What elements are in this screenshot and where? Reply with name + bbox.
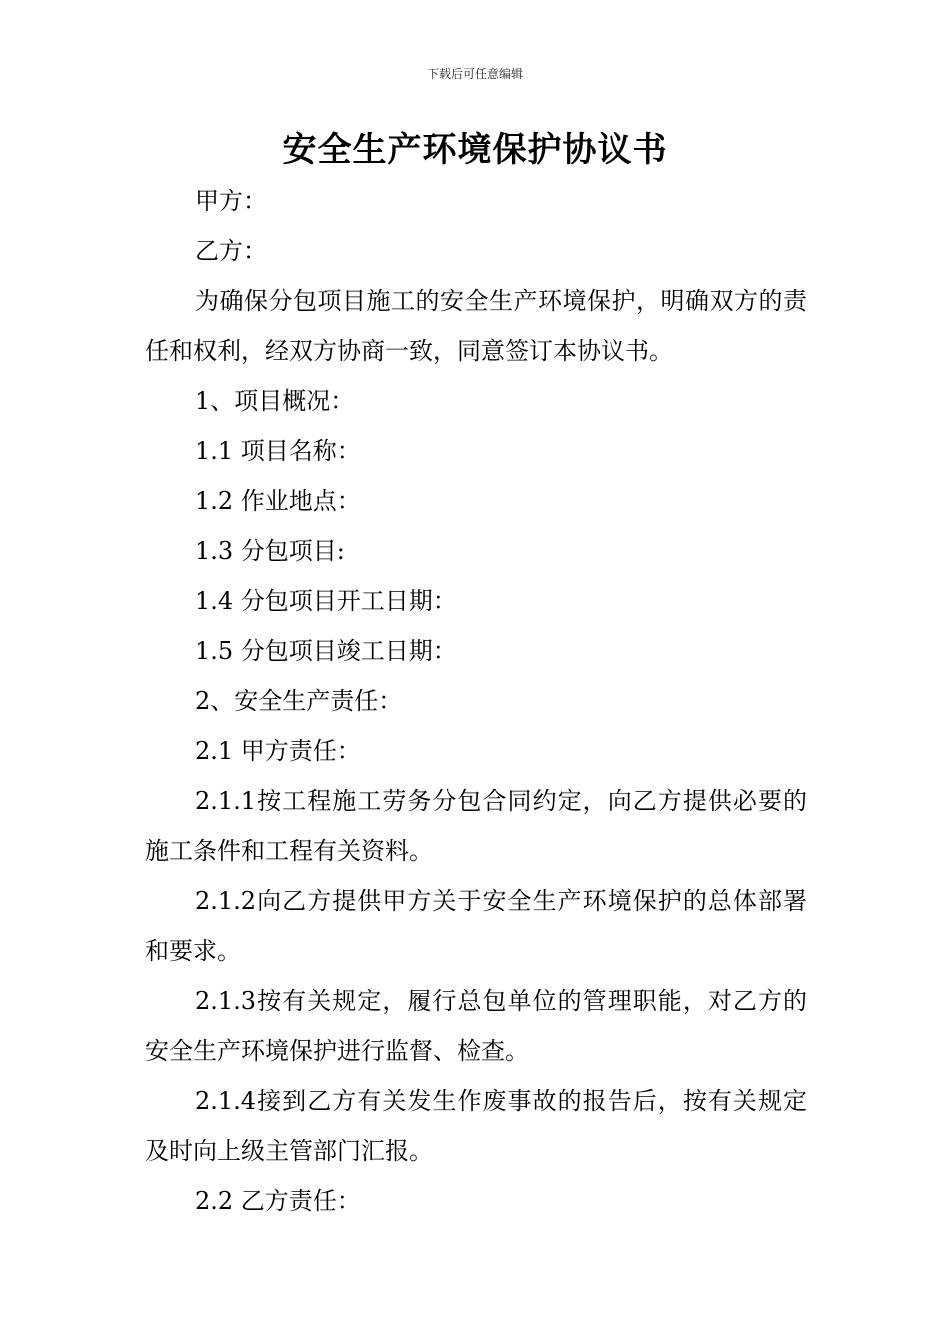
item-1-3: 1.3 分包项目:: [195, 537, 345, 565]
document-body: [145, 176, 807, 1226]
item-2-1-4: 2.1.4接到乙方有关发生作废事故的报告后，按有关规定及时向上级主管部门汇报。: [145, 1087, 807, 1165]
item-1-5: 1.5 分包项目竣工日期：: [195, 637, 457, 665]
item-2-1-2: 2.1.2向乙方提供甲方关于安全生产环境保护的总体部署和要求。: [145, 887, 807, 965]
item-1-1: 1.1 项目名称：: [195, 437, 361, 465]
item-2-1-3: 2.1.3按有关规定，履行总包单位的管理职能，对乙方的安全生产环境保护进行监督、检查。: [145, 987, 807, 1065]
header-note: 下载后可任意编辑: [426, 67, 523, 81]
intro-paragraph: 为确保分包项目施工的安全生产环境保护，明确双方的责任和权利，经双方协商一致，同意签订本协议书。: [145, 287, 807, 365]
item-2-1: 2.1 甲方责任：: [195, 737, 361, 765]
section-2-heading: 2、安全生产责任：: [195, 687, 403, 715]
section-1-heading: 1、项目概况：: [195, 387, 355, 415]
item-2-1-1: 2.1.1按工程施工劳务分包合同约定，向乙方提供必要的施工条件和工程有关资料。: [145, 787, 807, 865]
item-1-2: 1.2 作业地点：: [195, 487, 361, 515]
party-a-line: 甲方：: [195, 187, 267, 215]
party-b-line: 乙方：: [195, 237, 267, 265]
item-2-2: 2.2 乙方责任：: [195, 1187, 361, 1215]
item-1-4: 1.4 分包项目开工日期：: [195, 587, 457, 615]
document-title: 安全生产环境保护协议书: [282, 130, 668, 170]
